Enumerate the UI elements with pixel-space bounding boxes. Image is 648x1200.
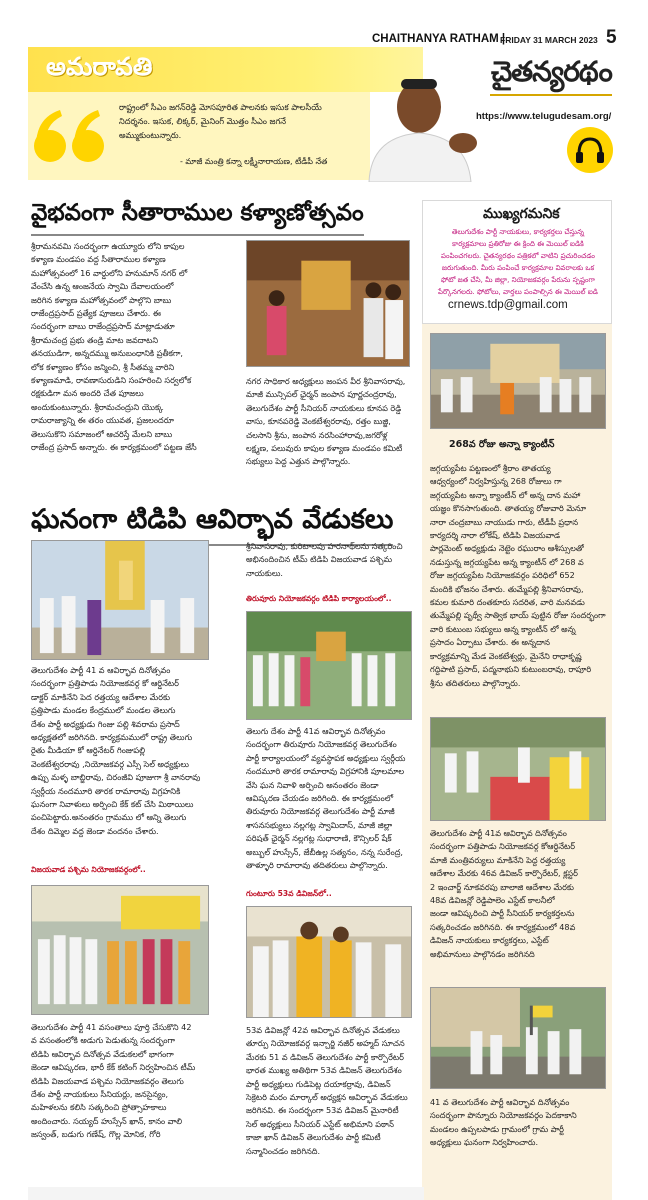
- guntur-photo: [246, 906, 412, 1018]
- quote-text: రాష్ట్రంలో సీఎం జగన్‌రెడ్డి మోసపూరిత పాలనకు ఇసుక పాలసీయే నిదర్శనం. ఇసుక, లిక్కర్, మైనింగ్ మొత్తం సీఎం జగనే అమ్ముకుంటున్నారు.: [119, 102, 322, 140]
- tiruvuru-subhead: తిరువూరు నియోజకవర్గం టిడిపి కార్యాలయంలో..: [246, 594, 392, 603]
- website-link[interactable]: https://www.telugudesam.org/: [476, 111, 612, 122]
- estate-colony-body: తెలుగుదేశం పార్టీ 41వ ఆవిర్భావ దినోత్సవం సందర్భంగా పత్తిపాడు నియోజకవర్గ కోఆర్డినేటర్ మాజీ మంత్రివర్యులు మాకినేని పెద్ద రత్తయ్య ఆదేశాల మేరకు 46వ డివిజన్ కార్పొరేటర్, క్లస్టర్ 2 ఇంచార్జ్ నూకవరపు బాలాజి ఆదేశాల మేరకు 48వ డివిజన్లో రెడ్డిపాలెం ఎస్టేట్ కాలనీలో జండా ఆవిష్కరించి పార్టీ సీనియర్ కార్యకర్తలను సత్కరించడం జరిగినది. ఈ కార్యక్రమంలో 48వ డివిజన్ నాయకులు కార్యకర్తలు, ఎస్టేట్ అభిమానులు పాల్గొనడం జరిగినది: [430, 828, 578, 959]
- guntur-body: 53వ డివిజన్లో 42వ ఆవిర్భావ దినోత్సవ వేడుకలు తూర్పు నియోజకవర్గ ఇన్చార్జి నజీర్ అహ్మద్ సూచన మేరకు 51 వ డివిజన్ తెలుగుదేశం పార్టీ కార్పొరేటర్ భారత ముఖ్య అతిథిగా 53వ డివిజన్ తెలుగుదేశం పార్టీ అధ్యక్షులు గుడిపెట్ల దయాకర్రావు, డివిజన్ సెక్రెటరి మరం మార్కాల్ అధ్యక్షన ఆవిర్భావ వేడుకలు జరిగినవి. ఈ సందర్భంగా 53వ డివిజన్ మైనారిటీ సెల్ అధ్యక్షులు సీనియర్ ఎస్టేట్ అభిమాని పఠాన్ కాజా ఖాన్ డివిజన్ తెలుగుదేశం పార్టీ కమిటీ సన్మానించడం జరిగినది.: [246, 1025, 408, 1156]
- quote-attribution: - మాజీ మంత్రి కన్నా లక్ష్మీనారాయణ, టీడీపీ నేత: [180, 157, 328, 166]
- brand-underline: [490, 94, 612, 96]
- uppalapadu-body: 41 వ తెలుగుదేశం పార్టీ ఆవిర్భావ దినోత్సవం సందర్భంగా పొన్నూరు నియోజకవర్గం పెదకాకాని మండలం ఉప్పలపాడు గ్రామంలో గ్రామ పార్టీ అధ్యక్షులు ఘనంగా నిర్వహించారు.: [430, 1097, 577, 1148]
- paper-name: CHAITHANYA RATHAM |: [372, 33, 506, 45]
- brand-logo: చైతన్యరథం: [491, 55, 612, 88]
- guntur-subhead: గుంటూరు 53వ డివిజన్‌లో..: [246, 889, 332, 898]
- prattipadu-photo: [31, 540, 209, 660]
- notice-email-link[interactable]: crnews.tdp@gmail.com: [448, 299, 568, 311]
- article1-headline: వైభవంగా సీతారాముల కళ్యాణోత్సవం: [31, 199, 364, 236]
- cropped-bottom-strip: [28, 1187, 424, 1200]
- speaker-portrait: [359, 71, 487, 182]
- article2-headline: ఘనంగా టిడిపి ఆవిర్భావ వేడుకలు: [31, 504, 393, 546]
- uppalapadu-photo: [430, 987, 606, 1089]
- vijayawada-west-photo: [31, 885, 209, 1015]
- canteen-body: జగ్గయ్యపేట పట్టణంలో శ్రీరాం తాతయ్య ఆధ్వర్యంలో నిర్వహిస్తున్న 268 రోజులు గా జగ్గయ్యపేట అన్నా క్యాంటీన్ లో అన్న దాన మహా యజ్ఞం కొనసాగుతుంది. తాతయ్య రోజువారి మెనూ నారా చంద్రబాబు నాయుడు గారు, టీడీపీ ప్రధాన కార్యదర్శి నారా లోకేష్, టిడిపి విజయవాడ పార్లమెంట్ అధ్యక్షుడు నెట్టెం రఘురాం ఆశీస్సులతో నడుస్తున్న జగ్గయ్యపేట అన్న క్యాంటీన్ లో 268 వ రోజు జగ్గయ్యపేట నియోజకవర్గం పరిధిలో 652 మందికి భోజనం చేశారు. తుమ్మేపల్లి శ్రీనివాసరావు, కమల కుమారి దంతకూరు సదరిత, వారి మనవడు తుమ్మేపల్లి పృథ్వీ సాత్విక భాయ్ పుట్టిన రోజు సందర్భంగా వారి కుటుంబ సభ్యులు అన్న క్యాంటీన్ లో అన్న ప్రసాదం ఏర్పాటు చేశారు. ఈ అన్నదాన కార్యక్రమాన్ని మేడ వెంకటేశ్వర్లు, మైనేని రాధాకృష్ణ గద్దిపాటి ప్రసాద్, పద్మనాభుని కుటుంబరావు, రాపూరి శ్రీను తదితరులు పాల్గొన్నారు.: [430, 463, 606, 688]
- prattipadu-body: తెలుగుదేశం పార్టీ 41 వ ఆవిర్భావ దినోత్సవం సందర్భంగా ప్రత్తిపాడు నియోజకవర్గ కో ఆర్డినేటర్ డాక్టర్ మాకినేని పెద రత్తయ్య ఆదేశాల మేరకు ప్రత్తిపాడు మండల కేంద్రములో మండల తెలుగు దేశం పార్టీ అధ్యక్షుడు గింజు పల్లి శివరామ ప్రసాద్ అధ్యక్షతలో జరిగినది. కార్యక్రమములో రాష్ట్ర తెలుగు రైతు మీడియా కో ఆర్డినేటర్ గింజుపల్లి వెంకటేశ్వరరావు ,నియోజకవర్గ ఎస్సీ సెల్ అధ్యక్షులు ఉప్పు మళ్ళ బాబ్జిరావు, చిరంజీవి పూజుగా శ్రీ వానరావు స్వర్గీయ నందమూరి తారక రామారావు విగ్రహనికి ఘనంగా నివాళులు అర్పించి కేక్ కట్ చేసి మిఠాయిలు పంచిపెట్టారు.అనంతరం గ్రామము లో ఆన్ని తెలుగు దేశం దిమ్మెల వద్ద జెండా వందనం చేశారు.: [31, 665, 201, 836]
- article1-body-right: నగర సాధికార అధ్యక్షులు జంపన వీర శ్రీనివాసరావు, మాజీ మున్సిపల్ ఛైర్మన్ జంపాన పూర్ణచంద్రరావు, తెలుగుదేశం పార్టీ సీనియర్ నాయకులు కూనప రెడ్డి వాసు, కూనపరెడ్డి వెంకటేశ్వరరావు, రత్తం బుజ్జి, చలసాని శ్రీను, జంపాన నరసింహారావు,జగరోళ్ల లక్ష్మణ, పలువురు కాపుల కళ్యాణ మండపం కమిటీ సభ్యులు పెద్ద ఎత్తున పాల్గొన్నారు.: [246, 376, 406, 467]
- section-title: అమరావతి: [46, 52, 153, 81]
- article2-top-right: శ్రీనివాసరావు, కురిటాలపు హరనాథ్‌లను సత్కరించి అభినందించిన టీమ్ టిడిపి విజయవాడ పశ్చిమ నాయకులు.: [246, 541, 403, 578]
- tiruvuru-photo: [246, 611, 412, 720]
- estate-colony-photo: [430, 717, 606, 821]
- canteen-photo: [430, 333, 606, 429]
- canteen-title: 268వ రోజు అన్నా క్యాంటీన్: [449, 439, 555, 450]
- tiruvuru-body: తెలుగు దేశం పార్టీ 41వ ఆవిర్భావ దినోత్సవం సందర్భంగా తిరువూరు నియోజకవర్గ తెలుగుదేశం పార్టీ కార్యాలయంలో వ్యవస్థాపక అధ్యక్షులు స్వర్గీయ నందమూరి తారక రామారావు విగ్రహానికి పూలమాల వేసి ఘన నివాళి అర్పించి అనంతరం జెండా ఆవిష్కరణ చేయడం జరిగింది. ఈ కార్యక్రమంలో తిరువూరు నియోజకవర్గ తెలుగుదేశం పార్టీ మాజీ శాసనసభ్యులు నల్లగట్ల స్వామిదాస్, మాజీ జిల్లా పరిషత్ ఛైర్మన్ నల్లగట్ల సుధారాణి, కౌన్సిలర్ షేక్ అబ్బుల్ హుస్సేన్, జేబీఉల్ల సత్యనం, నన్న సురేంద్ర, తాళ్ళూరి రామారావు తదితరులు పాల్గొన్నారు.: [246, 726, 406, 871]
- vijayawada-west-subhead: విజయవాడ పశ్చిమ నియోజకవర్గంలో..: [31, 865, 146, 874]
- headphone-icon[interactable]: [567, 127, 613, 173]
- article1-body-left: శ్రీరామనవమి సందర్భంగా ఉయ్యూరు లోని కాపుల కళ్యాణ మండపం వద్ద సీతారాముల కళ్యాణ మహోత్సవంలో 16 వార్డులోని హనుమాన్ నగర్ లో వేంచేసి ఉన్న ఆంజనేయ స్వామి దేవాలయంలో జరిగిన కళ్యాణ మహోత్సవంలో పాల్గొని బాబు రాజేంద్రప్రసాద్ ప్రత్యేక పూజలు చేశారు. ఈ సందర్భంగా బాబు రాజేంద్రప్రసాద్ మాట్లాడుతూ శ్రీరామచంద్ర ప్రభు తండ్రి మాట జవదాటని తనయుడిగా, అన్నదమ్ము అనుబంధానికి ప్రతీకగా, లోక కళ్యాణం కోసం జన్మించి, శ్రీ సీతమ్మ వారిని కళ్యాణమాడి, రావణాసురుడిని సంహరించి సర్వలోక రక్షకుడిగా మన అందరి చేత పూజలు అందుకుంటున్నారు. శ్రీరామచంద్రుని యొక్క రామరాజ్యాన్ని ఈ తరం యువత, ప్రజలందరూ తెలుసుకొని సమాజంలో ఆచరిస్తే మేలని బాబు రాజేంద్ర ప్రసాద్ అన్నారు. ఈ కార్యక్రమంలో పట్టణ జేసీ: [31, 241, 197, 453]
- article1-photo: [246, 240, 410, 367]
- quote-icon: [30, 104, 112, 174]
- page-number: 5: [606, 27, 617, 48]
- notice-text: తెలుగుదేశం పార్టీ నాయకులు, కార్యకర్తలు చేస్తున్న కార్యక్రమాలు ప్రతిరోజు ఈ క్రింది ఈ మెయిల్ ఐడికి పంపించగలరు. చైతన్యరథం పత్రికలో వాటిని ప్రచురించడం జరుగుతుంది. మీరు పంపించే కార్యక్రమాల వివరాలకు ఒక ఫోటో జత చేసి, మీ జిల్లా, నియోజకవర్గం పేరును స్పష్టంగా పేర్కొనగలరు. ఫోటోలు, వార్తలు పంపాల్సిన ఈ మెయిల్ ఐడి: [438, 228, 598, 296]
- issue-date: FRIDAY 31 MARCH 2023: [500, 35, 598, 45]
- notice-title: ముఖ్యగమనిక: [483, 206, 560, 222]
- vijayawada-west-body: తెలుగుదేశం పార్టీ 41 వసంతాలు పూర్తి చేసుకొని 42 వ వసంతంలోకి అడుగు పెడుతున్న సందర్భంగా టిడిపి ఆవిర్భావ దినోత్సవ వేడుకలలో భాగంగా జెండా ఆవిష్కరణ, భారీ కేక్ కటింగ్ నిర్వహించిన టీమ్ టిడిపి విజయవాడ పశ్చిమ నియోజకవర్గం తెలుగు దేశం పార్టీ నాయకులు సీనియర్లు, జనసైన్యం, మహిళలను కలిసి సత్కరించి ప్రోత్సాహకాలు అందించారు. సయ్యద్ హుస్సేన్ ఖాన్, కానం వాలి జస్వంత్, బడుగు గణేష్, గొల్ల మోనిక, గోరి: [31, 1022, 196, 1140]
